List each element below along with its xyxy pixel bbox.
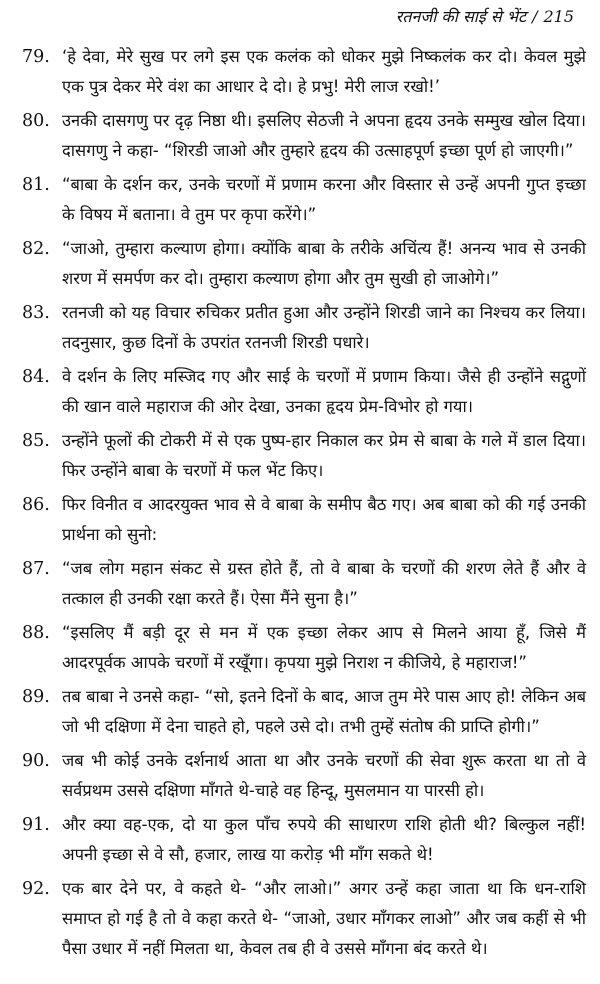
- verse: [22, 682, 586, 742]
- verse: [22, 554, 586, 614]
- verse-text: रतनजी को यह विचार रुचिकर प्रतीत हुआ और उन्होंने शिरडी जाने का निश्चय कर लिया। तदनुसार, कुछ दिनों के उपरांत रतनजी शिरडी पधारे।: [62, 303, 586, 352]
- verse-number: 81.: [22, 175, 50, 195]
- verse-number: 85.: [22, 431, 50, 451]
- verse: [22, 810, 586, 870]
- verse-number: 82.: [22, 239, 50, 259]
- verse-text: उन्होंने फूलों की टोकरी में से एक पुष्प-हार निकाल कर प्रेम से बाबा के गले में डाल दिया। फिर उन्होंने बाबा के चरणों में फल भेंट किए।: [62, 431, 586, 480]
- verse: [22, 746, 586, 806]
- verse-text: फिर विनीत व आदरयुक्त भाव से वे बाबा के समीप बैठ गए। अब बाबा को की गई उनकी प्रार्थना को सुनो:: [62, 495, 586, 544]
- verse: [22, 362, 586, 422]
- verse-text: और क्या वह-एक, दो या कुल पाँच रुपये की साधारण राशि होती थी? बिल्कुल नहीं! अपनी इच्छा से वे सौ, हजार, लाख या करोड़ भी माँग सकते थे!: [62, 815, 586, 864]
- verse-number: 84.: [22, 367, 50, 387]
- verse-text: ‘हे देवा, मेरे सुख पर लगे इस एक कलंक को धोकर मुझे निष्कलंक कर दो। केवल मुझे एक पुत्र देकर मेरे वंश का आधार दे दो। हे प्रभु! मेरी लाज रखो!’: [62, 47, 586, 96]
- verse: [22, 298, 586, 358]
- page-number: 215: [543, 7, 574, 26]
- verse-number: 83.: [22, 303, 50, 323]
- verse-text: “इसलिए मैं बड़ी दूर से मन में एक इच्छा लेकर आप से मिलने आया हूँ, जिसे मैं आदरपूर्वक आपके चरणों में रखूँगा। कृपया मुझे निराश न कीजिये, हे महाराज!”: [62, 623, 586, 672]
- verse-text: एक बार देने पर, वे कहते थे- “और लाओ।” अगर उन्हें कहा जाता था कि धन-राशि समाप्त हो गई है तो वे कहा करते थे- “जाओ, उधार माँगकर लाओ” और जब कहीं से भी पैसा उधार में नहीं मिलता था, केवल तब ही वे उससे माँगना बंद करते थे।: [62, 879, 586, 958]
- verse: [22, 170, 586, 230]
- verse: [22, 490, 586, 550]
- verse-number: 86.: [22, 495, 50, 515]
- verse-text: “जाओ, तुम्हारा कल्याण होगा। क्योंकि बाबा के तरीके अचिंत्य हैं! अनन्य भाव से उनकी शरण में समर्पण कर दो। तुम्हारा कल्याण होगा और तुम सुखी हो जाओगे।”: [62, 239, 586, 288]
- verse-number: 92.: [22, 879, 50, 899]
- verse-text: तब बाबा ने उनसे कहा- “सो, इतने दिनों के बाद, आज तुम मेरे पास आए हो! लेकिन अब जो भी दक्षिणा में देना चाहते हो, पहले उसे दो। तभी तुम्हें संतोष की प्राप्ति होगी।”: [62, 687, 586, 736]
- header-separator: /: [532, 7, 538, 26]
- verse-number: 89.: [22, 687, 50, 707]
- verse-text: उनकी दासगणु पर दृढ़ निष्ठा थी। इसलिए सेठजी ने अपना हृदय उनके सम्मुख खोल दिया। दासगणु ने कहा- “शिरडी जाओ और तुम्हारे हृदय की उत्साहपूर्ण इच्छा पूर्ण हो जाएगी।”: [62, 111, 586, 160]
- verse-text: “बाबा के दर्शन कर, उनके चरणों में प्रणाम करना और विस्तार से उन्हें अपनी गुप्त इच्छा के विषय में बताना। वे तुम पर कृपा करेंगे।”: [62, 175, 586, 224]
- verse-text: वे दर्शन के लिए मस्जिद गए और साई के चरणों में प्रणाम किया। जैसे ही उन्होंने सद्गुणों की खान वाले महाराज की ओर देखा, उनका हृदय प्रेम-विभोर हो गया।: [62, 367, 586, 416]
- verse: [22, 106, 586, 166]
- verse-number: 91.: [22, 815, 50, 835]
- verse-number: 87.: [22, 559, 50, 579]
- verse: [22, 874, 586, 964]
- verse: [22, 234, 586, 294]
- chapter-title: रतनजी की साई से भेंट: [395, 7, 527, 26]
- running-header: [396, 6, 574, 28]
- verse: [22, 426, 586, 486]
- verse: [22, 42, 586, 102]
- verse-number: 80.: [22, 111, 50, 131]
- verse-number: 90.: [22, 751, 50, 771]
- verse-list: [22, 42, 586, 968]
- verse-number: 79.: [22, 47, 50, 67]
- verse-text: जब भी कोई उनके दर्शनार्थ आता था और उनके चरणों की सेवा शुरू करता था तो वे सर्वप्रथम उससे दक्षिणा माँगते थे-चाहे वह हिन्दू, मुसलमान या पारसी हो।: [62, 751, 586, 800]
- verse-text: “जब लोग महान संकट से ग्रस्त होते हैं, तो वे बाबा के चरणों की शरण लेते हैं और वे तत्काल ही उनकी रक्षा करते हैं। ऐसा मैंने सुना है।”: [62, 559, 586, 608]
- verse: [22, 618, 586, 678]
- verse-number: 88.: [22, 623, 50, 643]
